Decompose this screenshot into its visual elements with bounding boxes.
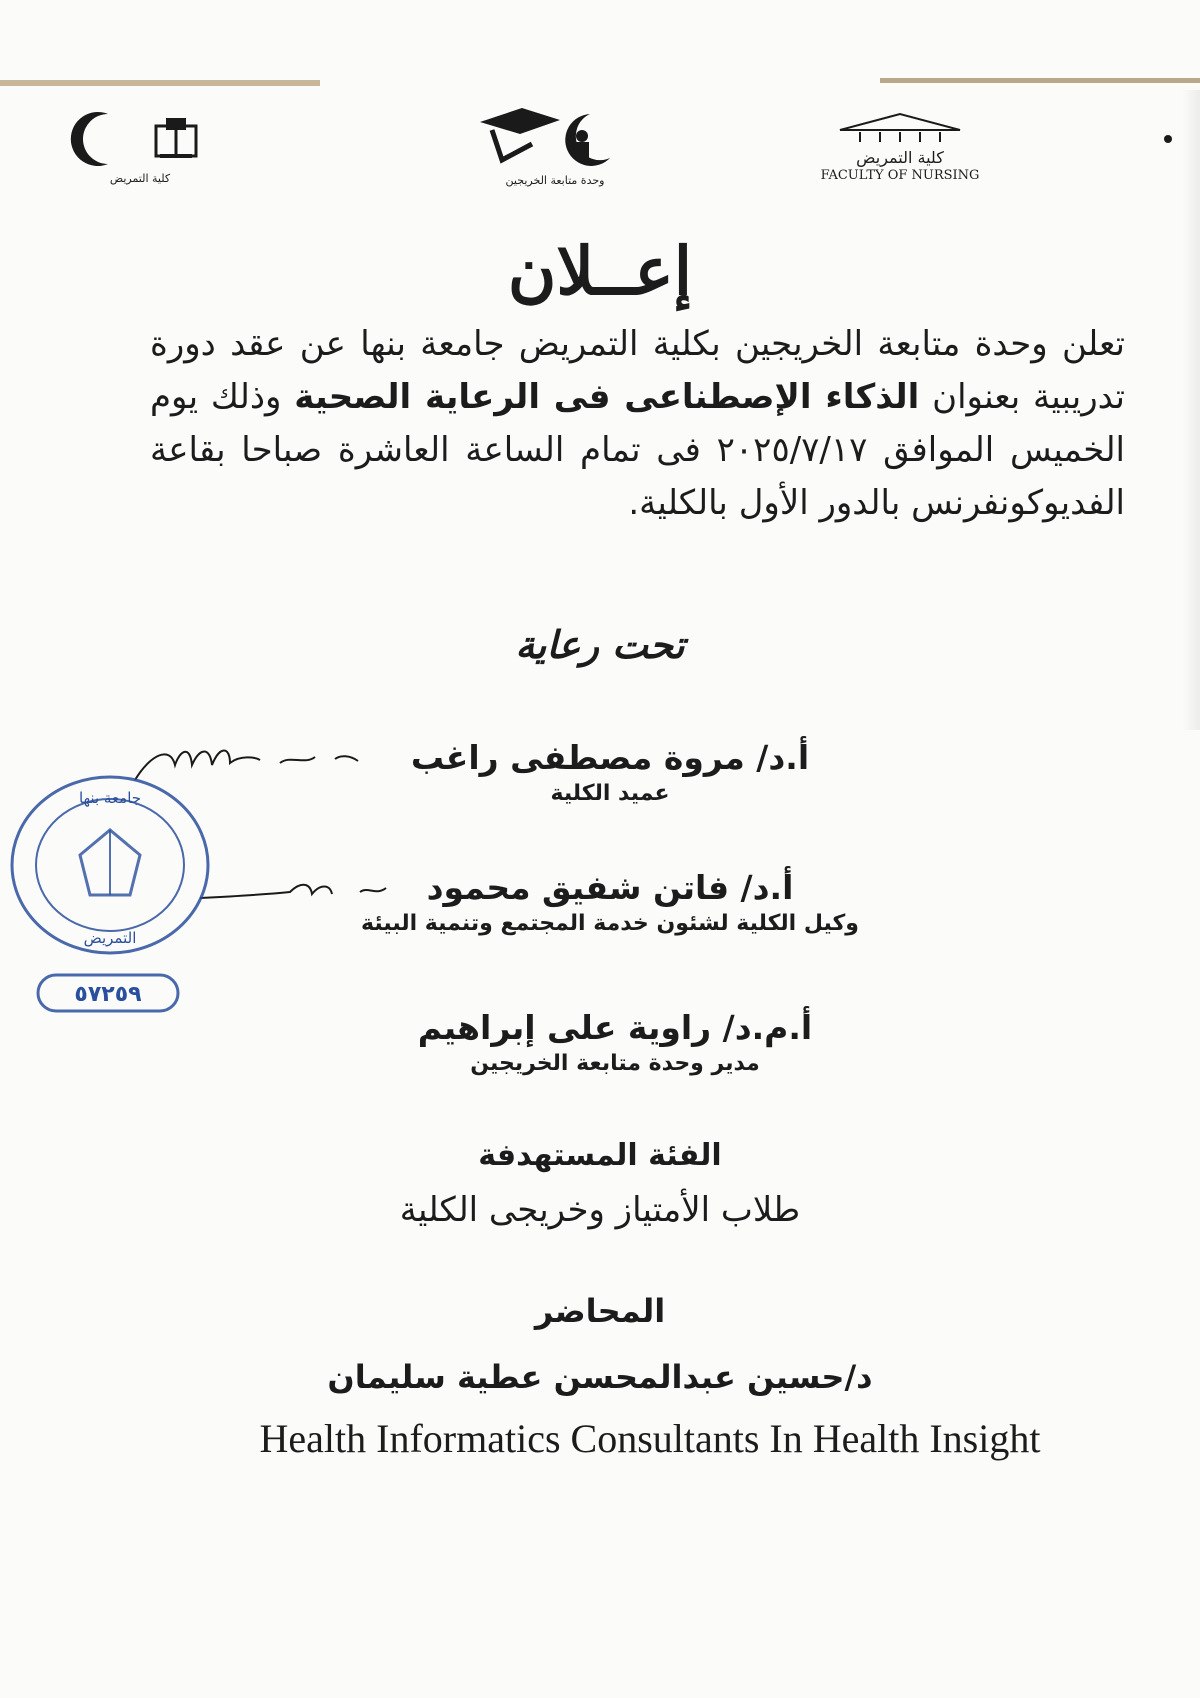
- target-group-value: طلاب الأمتياز وخريجى الكلية: [399, 1190, 801, 1230]
- official-name: أ.د/ فاتن شفيق محمود: [426, 868, 794, 907]
- official-role: مدير وحدة متابعة الخريجين: [470, 1051, 760, 1076]
- official-name: أ.د/ مروة مصطفى راغب: [410, 738, 810, 777]
- scan-edge-line: [880, 78, 1200, 83]
- logo-middle-caption: وحدة متابعة الخريجين: [505, 174, 605, 187]
- official-role: وكيل الكلية لشئون خدمة المجتمع وتنمية البيئة: [361, 911, 859, 936]
- official-unit-director: [390, 1008, 840, 1076]
- official-dean: [390, 738, 830, 806]
- nursing-faculty-logo-right: [790, 110, 1010, 183]
- scan-edge-line: [0, 80, 320, 86]
- target-group-heading: الفئة المستهدفة: [478, 1138, 722, 1173]
- building-logo-icon: [830, 110, 970, 146]
- stamp-number: ٥٧٢٥٩: [74, 982, 142, 1007]
- scan-speck: [1164, 135, 1172, 143]
- official-name: أ.م.د/ راوية على إبراهيم: [417, 1008, 813, 1047]
- graduation-cap-logo-icon: [470, 100, 640, 172]
- official-stamp: [0, 775, 215, 1015]
- graduates-unit-logo: [470, 100, 640, 187]
- page-title: إعــلان: [507, 232, 693, 310]
- crescent-logo-icon: [60, 108, 220, 170]
- lecturer-name: د/حسين عبدالمحسن عطية سليمان: [327, 1358, 873, 1396]
- lecturer-heading: المحاضر: [534, 1292, 666, 1330]
- announcement-text: [150, 318, 1125, 530]
- lecturer-title: Health Informatics Consultants In Health Insight: [259, 1416, 1041, 1461]
- logo-right-caption-en: FACULTY OF NURSING: [820, 168, 980, 183]
- signature-vice-dean: [200, 870, 420, 910]
- official-role: عميد الكلية: [550, 781, 670, 806]
- announcement-part2: وذلك يوم الخميس الموافق ٢٠٢٥/٧/١٧ فى تمام الساعة العاشرة صباحا بقاعة الفديوكونفرنس بالدور الأول بالكلية.: [150, 377, 1125, 523]
- nursing-faculty-logo-left: [55, 108, 225, 185]
- stamp-bottom-text: التمريض: [83, 929, 137, 947]
- course-title: الذكاء الإصطناعى فى الرعاية الصحية: [294, 377, 920, 417]
- logo-left-caption: كلية التمريض: [109, 172, 171, 185]
- stamp-seal-icon: [0, 775, 215, 1015]
- stamp-top-text: جامعة بنها: [78, 789, 142, 807]
- announcement-part1: تعلن وحدة متابعة الخريجين بكلية التمريض جامعة بنها عن عقد دورة تدريبية بعنوان: [150, 324, 1125, 417]
- logo-right-caption-ar: كلية التمريض: [856, 148, 944, 167]
- patronage-heading: تحت رعاية: [515, 622, 685, 667]
